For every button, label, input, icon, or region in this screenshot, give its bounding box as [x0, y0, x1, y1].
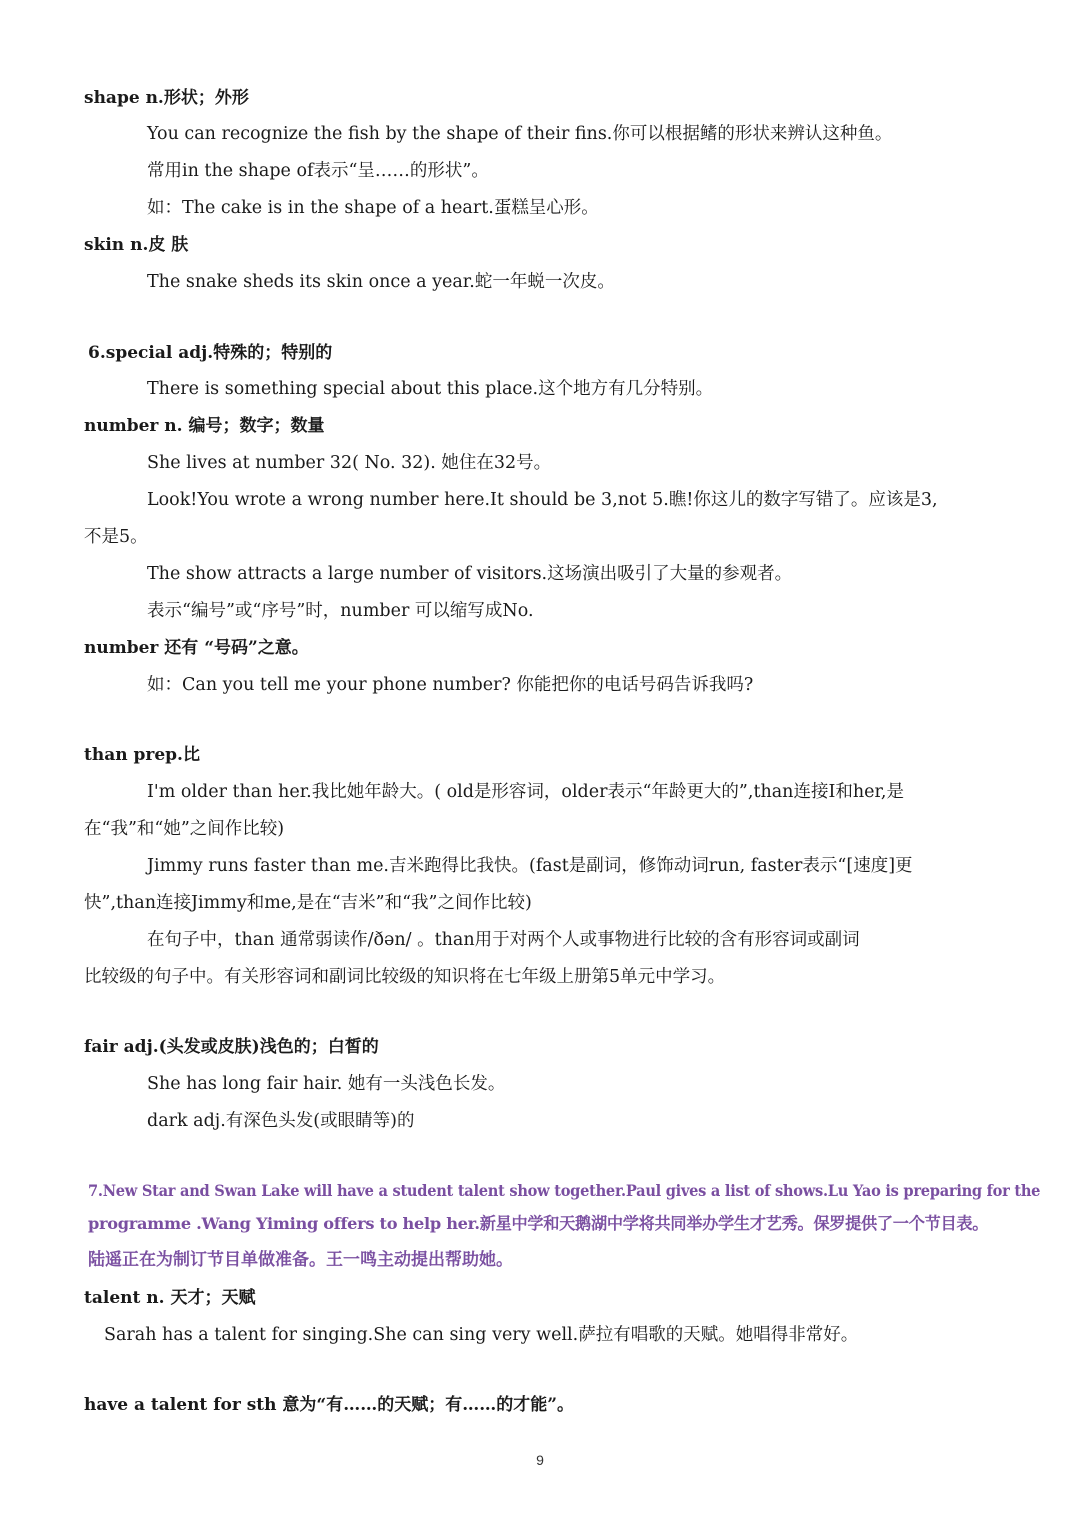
page-number: 9: [536, 1452, 544, 1468]
example-line: The show attracts a large number of visitors.这场演出吸引了大量的参观者。: [147, 564, 793, 584]
headword-fair: fair adj.(头发或皮肤)浅色的；白皙的: [84, 1037, 379, 1057]
usage-note: 表示“编号”或“序号”时，number 可以缩写成No.: [147, 601, 534, 621]
headword-special: 6.special adj.特殊的；特别的: [88, 343, 333, 363]
example-line: 如：The cake is in the shape of a heart.蛋糕呈心形。: [147, 198, 599, 218]
headword-skin: skin n.皮 肤: [84, 235, 189, 255]
example-line: You can recognize the fish by the shape of their fins.你可以根据鳍的形状来辨认这种鱼。: [147, 124, 893, 144]
example-line: The snake sheds its skin once a year.蛇一年蜕一次皮。: [147, 272, 615, 292]
section-sentence: 陆遥正在为制订节目单做准备。王一鸣主动提出帮助她。: [88, 1250, 513, 1270]
section-sentence: programme .Wang Yiming offers to help her.新星中学和天鹅湖中学将共同举办学生才艺秀。保罗提供了一个节目表。: [88, 1214, 989, 1233]
usage-note-continued: 比较级的句子中。有关形容词和副词比较级的知识将在七年级上册第5单元中学习。: [84, 967, 726, 987]
example-line: 如：Can you tell me your phone number? 你能把你的电话号码告诉我吗?: [147, 675, 754, 695]
example-line: She lives at number 32( No. 32). 她住在32号。: [147, 453, 552, 473]
example-line: There is something special about this place.这个地方有几分特别。: [147, 379, 714, 399]
usage-note: 常用in the shape of表示“呈……的形状”。: [147, 161, 489, 181]
example-line: dark adj.有深色头发(或眼睛等)的: [147, 1111, 415, 1131]
example-line: Look!You wrote a wrong number here.It should be 3,not 5.瞧!你这儿的数字写错了。应该是3,: [147, 490, 938, 510]
usage-note: 在句子中，than 通常弱读作/ðən/ 。than用于对两个人或事物进行比较的含有形容词或副词: [147, 930, 860, 950]
phrase-have-a-talent: have a talent for sth 意为“有……的天赋；有……的才能”。: [84, 1395, 574, 1415]
example-line-continued: 不是5。: [84, 527, 148, 547]
headword-talent: talent n. 天才；天赋: [84, 1288, 256, 1308]
headword-number-extra: number 还有 “号码”之意。: [84, 638, 309, 658]
section-sentence: 7.New Star and Swan Lake will have a student talent show together.Paul gives a list of shows.Lu Yao is preparing for the: [88, 1181, 1041, 1200]
example-line-continued: 快”,than连接Jimmy和me,是在“吉米”和“我”之间作比较): [84, 893, 532, 913]
example-line: I'm older than her.我比她年龄大。( old是形容词，older表示“年龄更大的”,than连接I和her,是: [147, 782, 904, 802]
example-line-continued: 在“我”和“她”之间作比较): [84, 819, 285, 839]
headword-number: number n. 编号；数字；数量: [84, 416, 325, 436]
example-line: Jimmy runs faster than me.吉米跑得比我快。(fast是副词，修饰动词run, faster表示“[速度]更: [147, 856, 913, 876]
headword-than: than prep.比: [84, 745, 200, 765]
example-line: She has long fair hair. 她有一头浅色长发。: [147, 1074, 506, 1094]
headword-shape: shape n.形状；外形: [84, 88, 249, 108]
example-line: Sarah has a talent for singing.She can sing very well.萨拉有唱歌的天赋。她唱得非常好。: [104, 1325, 859, 1345]
